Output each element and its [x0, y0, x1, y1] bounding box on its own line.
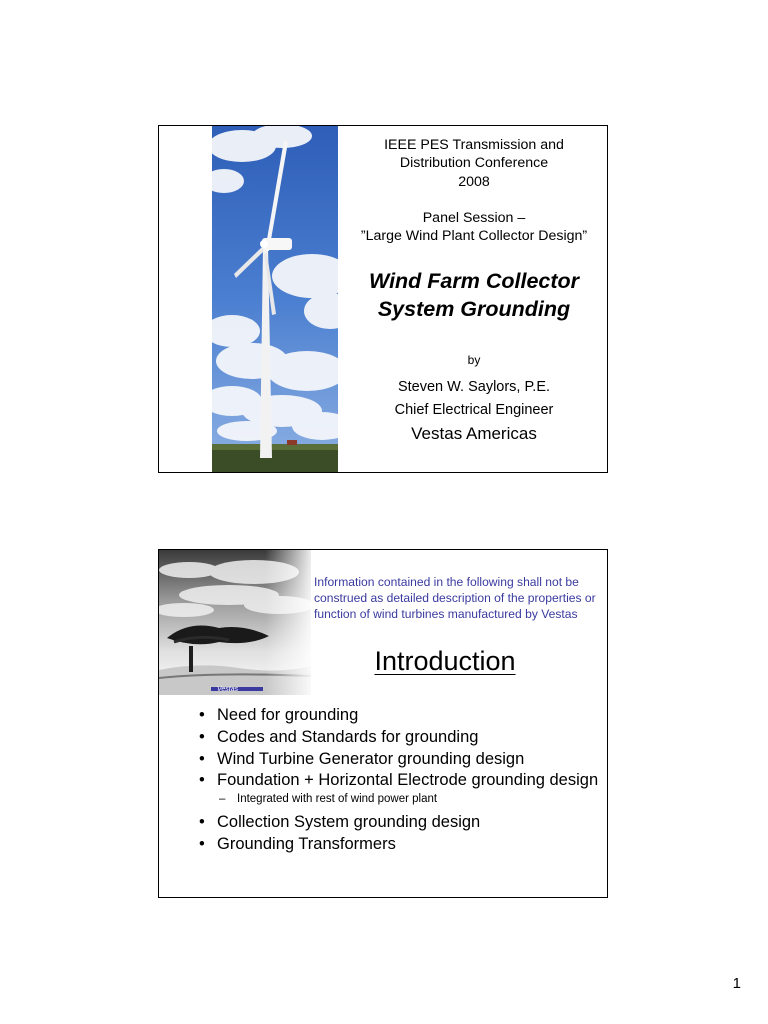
title-slide-text — [339, 126, 608, 444]
author-name: Steven W. Saylors, P.E. — [397, 379, 551, 396]
slide-title — [345, 644, 545, 678]
conference-name-line1: IEEE PES Transmission and — [384, 137, 564, 153]
slide-introduction — [158, 549, 608, 898]
panel-session-line1: Panel Session – — [422, 209, 526, 226]
conference-name-line2: Distribution Conference — [399, 155, 549, 172]
bullet-item: • Grounding Transformers — [197, 835, 607, 854]
bullet-item: • Collection System grounding design — [197, 813, 607, 832]
presentation-title — [339, 267, 608, 323]
tree-landscape-photo — [159, 550, 311, 695]
panel-session-line2: ”Large Wind Plant Collector Design” — [360, 228, 588, 245]
bullet-list — [197, 706, 607, 857]
author-company: Vestas Americas — [411, 424, 537, 444]
conference-year: 2008 — [458, 173, 490, 190]
title-line1: Wind Farm Collector — [368, 269, 580, 294]
bullet-item: • Codes and Standards for grounding — [197, 728, 607, 747]
sub-bullet-item: – Integrated with rest of wind power plant — [197, 792, 607, 806]
wind-turbine-photo — [212, 126, 338, 473]
bullet-item: • Foundation + Horizontal Electrode grounding design — [197, 771, 607, 790]
disclaimer-text: Information contained in the following shall not be construed as detailed description of the properties or function of wind turbines manufactured by Vestas — [314, 575, 596, 621]
by-label: by — [467, 353, 481, 368]
slide-title — [158, 125, 608, 473]
bullet-item: • Need for grounding — [197, 706, 607, 725]
title-line2: System Grounding — [377, 297, 571, 322]
introduction-heading: Introduction — [374, 646, 516, 676]
vestas-logo-text: Vestas — [217, 686, 239, 693]
bullet-item: • Wind Turbine Generator grounding design — [197, 750, 607, 769]
page-number: 1 — [732, 975, 741, 992]
author-role: Chief Electrical Engineer — [394, 402, 554, 419]
